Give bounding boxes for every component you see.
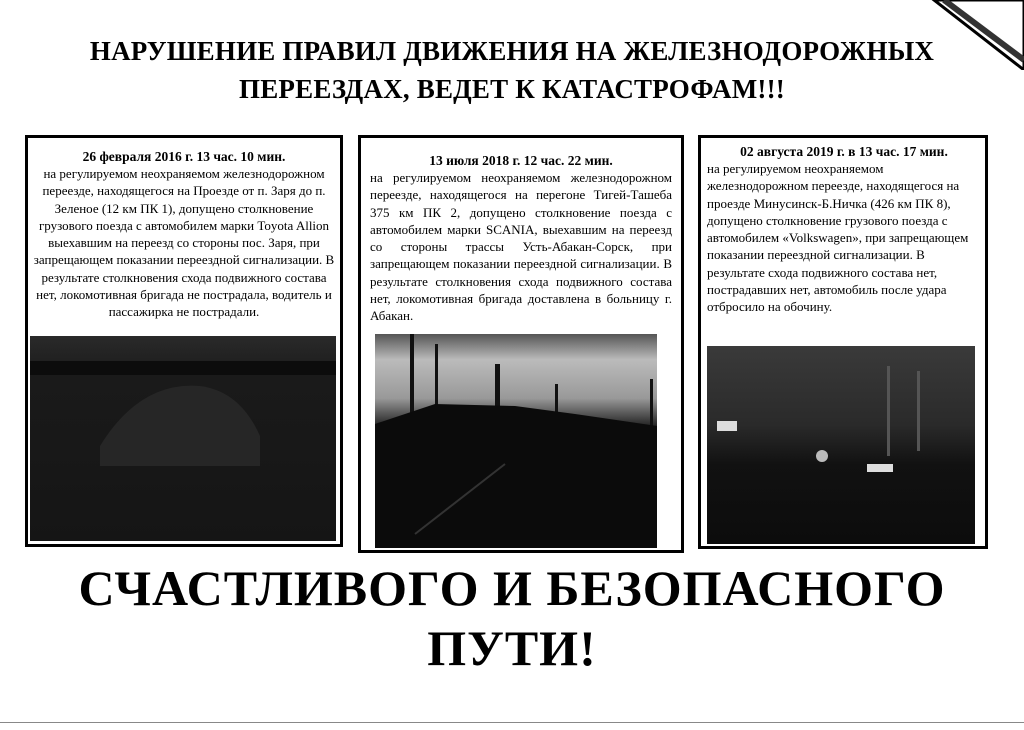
incident-text-block bbox=[370, 152, 672, 325]
scan-edge-line bbox=[0, 722, 1024, 723]
incident-description: на регулируемом неохраняемом железнодорожном переезде, находящегося на перегоне Тигей-Ташеба 375 км ПК 2, допущено столкновение поезда с автомобилем марки SCANIA, выехавшим на переезд со стороны трассы Усть-Абакан-Сорск, при запрещающем показании переездной сигнализации. В результате столкновения схода подвижного состава нет, локомотивная бригада доставлена в больницу г. Абакан. bbox=[370, 170, 672, 324]
railway-crossing-silhouette-icon bbox=[375, 334, 657, 548]
incident-date: 02 августа 2019 г. в 13 час. 17 мин. bbox=[740, 144, 948, 159]
incident-date: 13 июля 2018 г. 12 час. 22 мин. bbox=[429, 153, 613, 168]
closing-slogan bbox=[0, 558, 1024, 678]
incident-panel-1 bbox=[25, 135, 343, 547]
incident-photo bbox=[707, 346, 975, 544]
incident-panel-2 bbox=[358, 135, 684, 553]
incident-photo bbox=[375, 334, 657, 548]
incident-photo bbox=[30, 336, 336, 541]
title-line-1: НАРУШЕНИЕ ПРАВИЛ ДВИЖЕНИЯ НА ЖЕЛЕЗНОДОРОЖНЫХ bbox=[89, 36, 935, 66]
car-silhouette-icon bbox=[30, 336, 336, 541]
slogan-line-2: ПУТИ! bbox=[427, 620, 597, 676]
title-line-2: ПЕРЕЕЗДАХ, ВЕДЕТ К КАТАСТРОФАМ!!! bbox=[239, 74, 785, 104]
slogan-line-1: СЧАСТЛИВОГО И БЕЗОПАСНОГО bbox=[78, 560, 946, 616]
incident-text-block bbox=[32, 148, 336, 321]
incident-date: 26 февраля 2016 г. 13 час. 10 мин. bbox=[82, 149, 286, 164]
incident-text-block bbox=[707, 143, 981, 316]
incident-description: на регулируемом неохраняемом железнодорожном переезде, находящегося на Проезде от п. Заря до п. Зеленое (12 км ПК 1), допущено столкновение грузового поезда с автомобилем марки Toyota Allion выехавшим на переезд со стороны пос. Заря, при запрещающем показании переездной сигнализации. В результате столкновения схода подвижного состава нет, локомотивная бригада не пострадала, водитель и пассажирка не пострадали. bbox=[33, 166, 335, 320]
car-on-roadside-icon bbox=[707, 346, 975, 544]
incident-panel-3 bbox=[698, 135, 988, 549]
incident-description: на регулируемом неохраняемом железнодорожном переезде, находящегося на проезде Минусинск-Б.Ничка (426 км ПК 8), допущено столкновение грузового поезда с автомобилем «Volkswagen», при запрещающем показании переездной сигнализации. В результате схода подвижного состава нет, пострадавших нет, автомобиль после удара отбросило на обочину. bbox=[707, 161, 969, 315]
page-title bbox=[0, 32, 1024, 108]
